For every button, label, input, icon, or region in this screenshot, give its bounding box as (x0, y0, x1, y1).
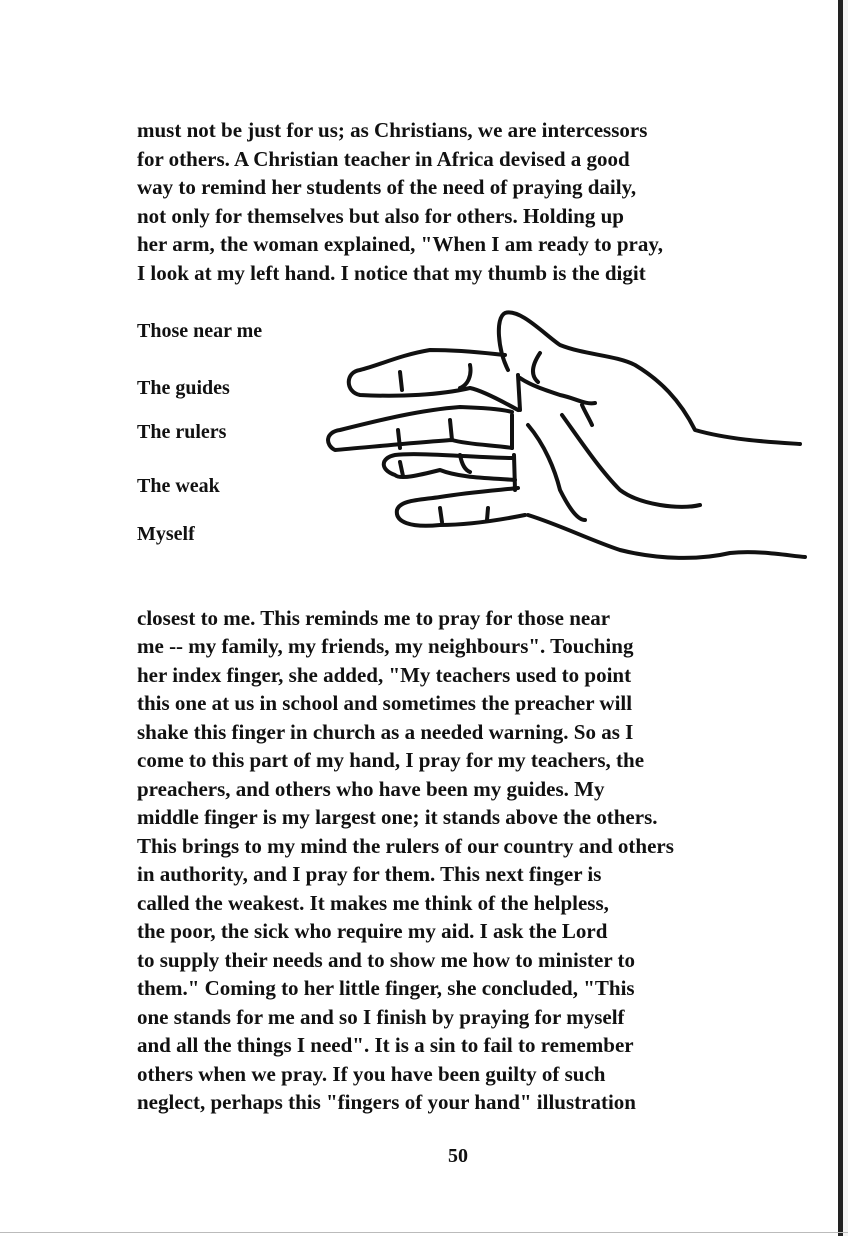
text-line: shake this finger in church as a needed warning. So as I (137, 720, 634, 744)
text-line: middle finger is my largest one; it stands above the others. (137, 805, 658, 829)
text-line: me -- my family, my friends, my neighbours". Touching (137, 634, 634, 658)
page-number: 50 (448, 1145, 468, 1167)
text-line: them." Coming to her little finger, she concluded, "This (137, 976, 635, 1000)
text-line: the poor, the sick who require my aid. I ask the Lord (137, 919, 608, 943)
text-line: not only for themselves but also for others. Holding up (137, 204, 624, 228)
text-line: closest to me. This reminds me to pray for those near (137, 606, 611, 630)
text-line: come to this part of my hand, I pray for my teachers, the (137, 748, 645, 772)
text-line: neglect, perhaps this "fingers of your hand" illustration (137, 1090, 636, 1114)
text-line: one stands for me and so I finish by praying for myself (137, 1005, 625, 1029)
text-line: preachers, and others who have been my guides. My (137, 777, 605, 801)
text-line: to supply their needs and to show me how to minister to (137, 948, 636, 972)
text-line: this one at us in school and sometimes the preacher will (137, 691, 633, 715)
figure-label-index: The guides (137, 377, 230, 399)
text-line: called the weakest. It makes me think of the helpless, (137, 891, 609, 915)
text-line: I look at my left hand. I notice that my thumb is the digit (137, 261, 646, 285)
figure-label-thumb: Those near me (137, 320, 263, 342)
figure-label-middle: The rulers (137, 421, 227, 443)
figure-label-little: Myself (137, 523, 195, 545)
text-line: her index finger, she added, "My teachers used to point (137, 663, 632, 687)
text-line: her arm, the woman explained, "When I am ready to pray, (137, 232, 663, 256)
text-line: in authority, and I pray for them. This next finger is (137, 862, 602, 886)
text-line: and all the things I need". It is a sin to fail to remember (137, 1033, 634, 1057)
text-line: way to remind her students of the need of praying daily, (137, 175, 637, 199)
figure-label-ring: The weak (137, 475, 220, 497)
text-line: others when we pray. If you have been guilty of such (137, 1062, 606, 1086)
text-line: must not be just for us; as Christians, we are intercessors (137, 118, 648, 142)
text-line: for others. A Christian teacher in Africa devised a good (137, 147, 630, 171)
text-line: This brings to my mind the rulers of our country and others (137, 834, 674, 858)
